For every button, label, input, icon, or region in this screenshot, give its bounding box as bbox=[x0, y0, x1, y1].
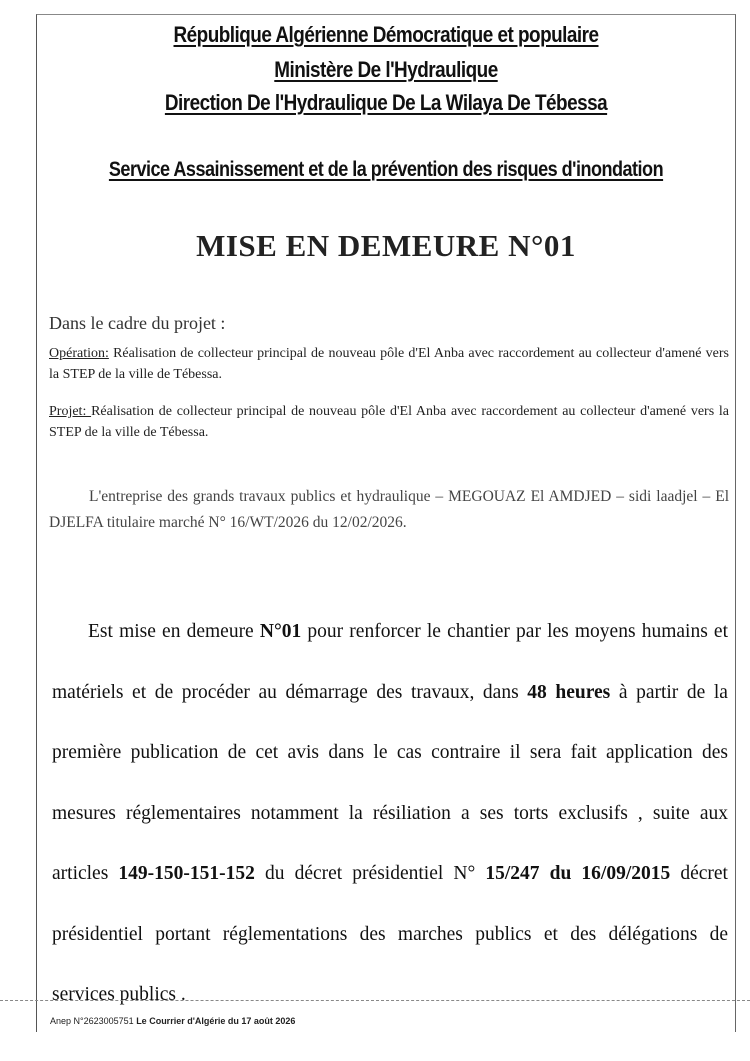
header-ministry: Ministère De l'Hydraulique bbox=[274, 57, 498, 82]
cut-line bbox=[0, 1000, 750, 1001]
anep-number: Anep N°2623005751 bbox=[50, 1016, 137, 1026]
document-title: MISE EN DEMEURE N°01 bbox=[196, 228, 576, 263]
entreprise-paragraph: L'entreprise des grands travaux publics et hydraulique – MEGOUAZ El AMDJED – sidi laadjel – El DJELFA titulaire marché N° 16/WT/2026 du 12/02/2026. bbox=[49, 488, 729, 531]
body-bold-1: N°01 bbox=[259, 621, 302, 642]
body-bold-2: 48 heures bbox=[527, 681, 611, 703]
operation-paragraph bbox=[49, 343, 729, 385]
body-text-3: à partir de la première publication de cet avis dans le cas contraire il sera fait application des mesures réglementaires notamment la résiliation a ses torts exclusifs , suite aux articles bbox=[52, 681, 728, 884]
body-text-2: pour renforcer le chantier par les moyens humains et matériels et de procéder au démarrage des travaux, dans bbox=[52, 621, 728, 703]
body-bold-4: 15/247 du 16/09/2015 bbox=[485, 863, 671, 884]
projet-text: Réalisation de collecteur principal de nouveau pôle d'El Anba avec raccordement au collecteur d'amené vers la STEP de la ville de Tébessa. bbox=[49, 404, 729, 440]
body-bold-3: 149-150-151-152 bbox=[118, 863, 255, 884]
header-republic: République Algérienne Démocratique et populaire bbox=[173, 22, 599, 47]
projet-paragraph bbox=[49, 401, 729, 443]
publication-source: Le Courrier d'Algérie du 17 août 2026 bbox=[136, 1016, 296, 1026]
projet-label: Projet: bbox=[49, 404, 92, 419]
operation-text: Réalisation de collecteur principal de nouveau pôle d'El Anba avec raccordement au collecteur d'amené vers la STEP de la ville de Tébessa. bbox=[49, 346, 729, 382]
body-text-4: du décret présidentiel N° bbox=[254, 863, 486, 884]
publication-footer bbox=[50, 1016, 295, 1026]
operation-label: Opération: bbox=[49, 346, 109, 361]
body-text-1: Est mise en demeure bbox=[88, 621, 260, 642]
header-direction: Direction De l'Hydraulique De La Wilaya De Tébessa bbox=[164, 90, 608, 115]
body-text-5: décret présidentiel portant réglementations des marches publics et des délégations de services publics . bbox=[52, 863, 728, 1005]
intro-text: Dans le cadre du projet : bbox=[49, 313, 226, 333]
body-paragraph bbox=[52, 602, 728, 1026]
header-service: Service Assainissement et de la prévention des risques d'inondation bbox=[108, 158, 664, 181]
